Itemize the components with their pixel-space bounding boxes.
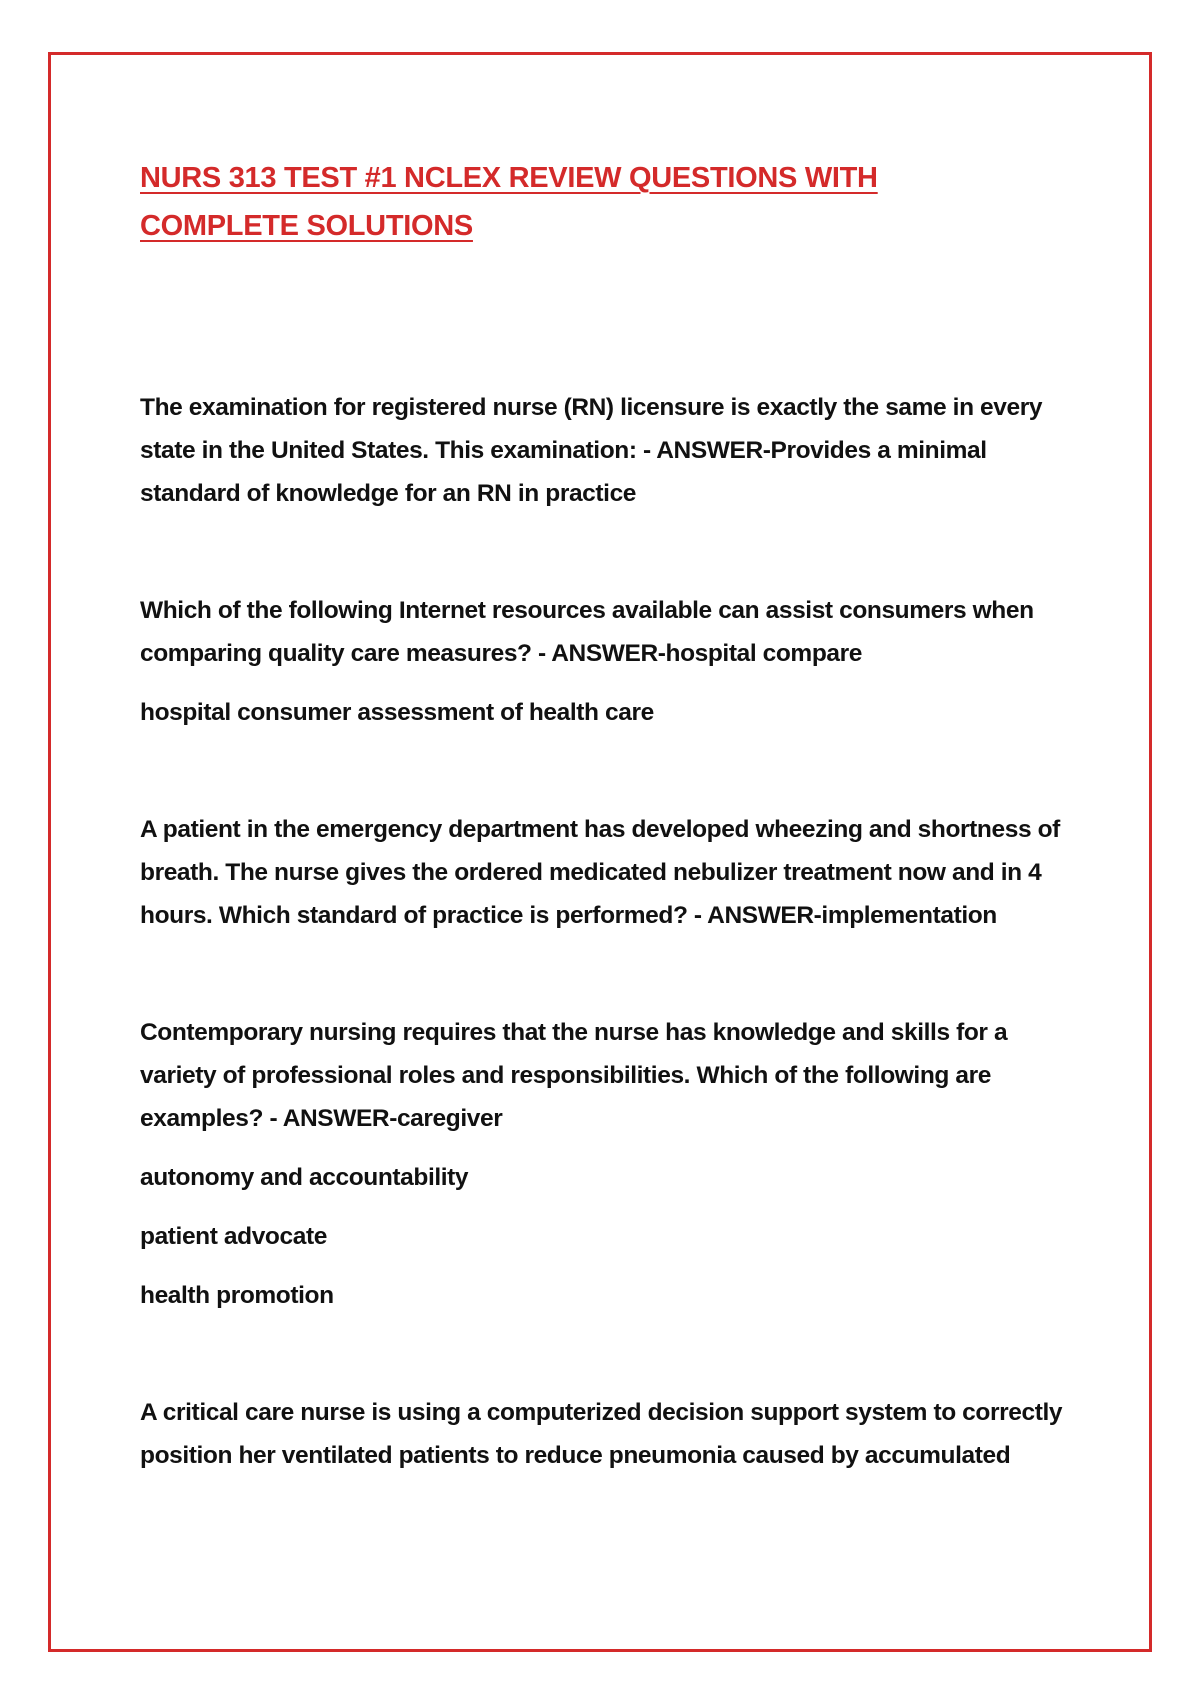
- question-text: A critical care nurse is using a computerized decision support system to correctly position her ventilated patients to reduce pneumonia caused by accumulated: [140, 1399, 1063, 1469]
- question-item: [140, 386, 1070, 515]
- question-item: [140, 1391, 1070, 1477]
- answer-extra-line: health promotion: [140, 1282, 334, 1309]
- question-text: Contemporary nursing requires that the nurse has knowledge and skills for a variety of professional roles and responsibilities. Which of the following are examples? - ANSWER-caregiver: [140, 1019, 1008, 1132]
- answer-extra-line: hospital consumer assessment of health care: [140, 699, 654, 726]
- question-item: [140, 1011, 1070, 1317]
- question-text: A patient in the emergency department has developed wheezing and shortness of breath. The nurse gives the ordered medicated nebulizer treatment now and in 4 hours. Which standard of practice is performed? - ANSWER-implementation: [140, 816, 1060, 929]
- answer-extra-line: autonomy and accountability: [140, 1164, 469, 1191]
- question-item: [140, 589, 1070, 734]
- question-text: The examination for registered nurse (RN) licensure is exactly the same in every state in the United States. This examination: - ANSWER-Provides a minimal standard of knowledge for an RN in practice: [140, 394, 1043, 507]
- question-item: [140, 808, 1070, 937]
- answer-extra-list: [140, 691, 1070, 734]
- document-title: NURS 313 TEST #1 NCLEX REVIEW QUESTIONS WITH COMPLETE SOLUTIONS: [140, 162, 878, 242]
- questions-list: [140, 386, 1070, 1551]
- question-text: Which of the following Internet resources available can assist consumers when comparing quality care measures? - ANSWER-hospital compare: [140, 597, 1034, 667]
- answer-extra-list: [140, 1156, 1070, 1317]
- answer-extra-line: patient advocate: [140, 1223, 327, 1250]
